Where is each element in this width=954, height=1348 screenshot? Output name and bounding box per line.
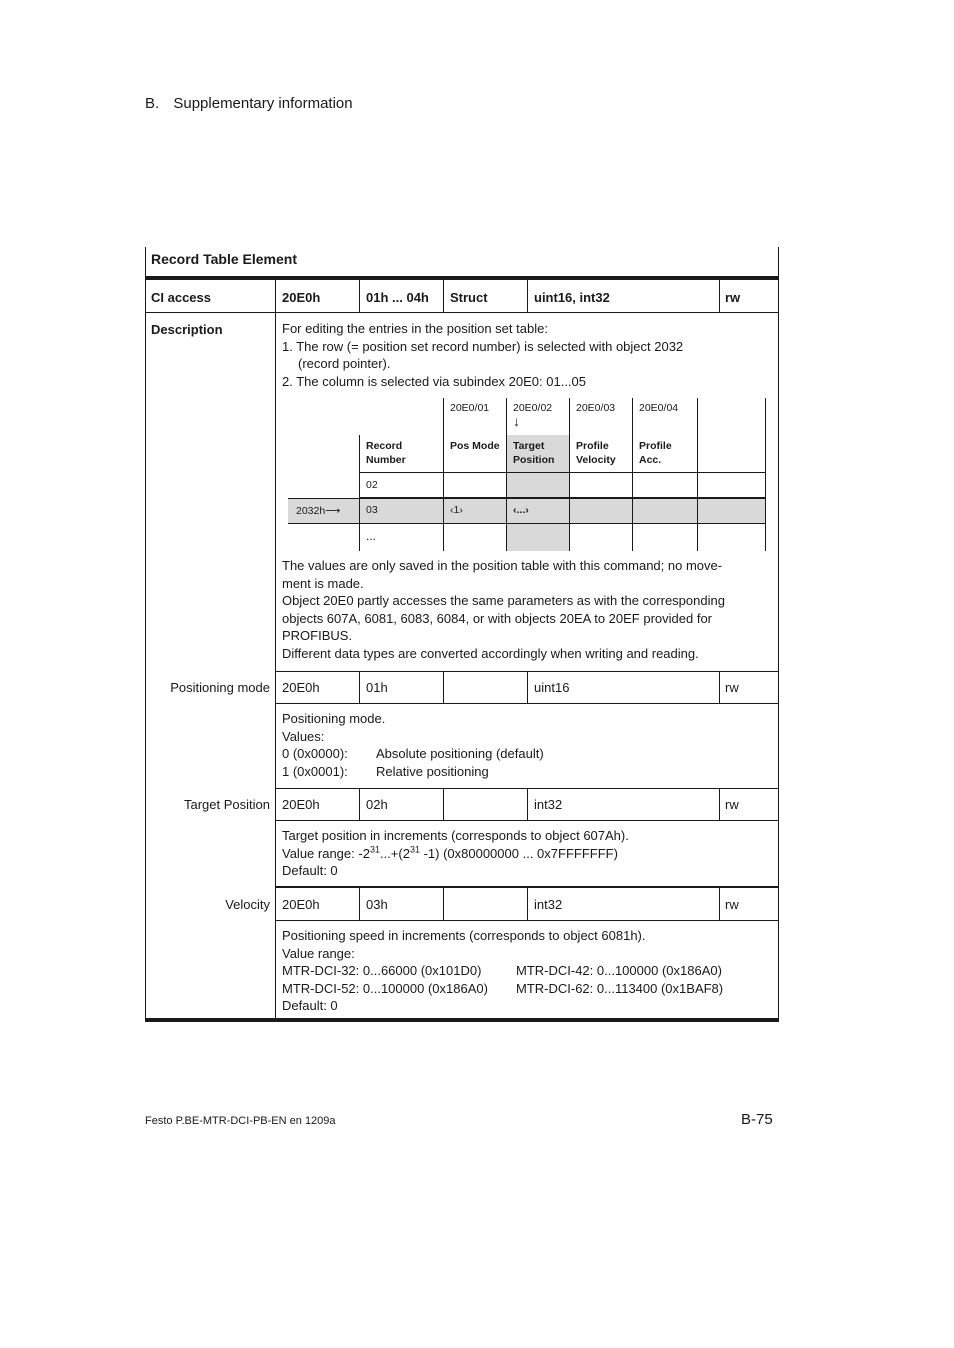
subindex-label-01: 20E0/01 bbox=[450, 402, 490, 414]
section-title: Supplementary information bbox=[173, 95, 353, 112]
positioning-mode-label: Positioning mode bbox=[170, 680, 270, 695]
velocity-index: 20E0h bbox=[282, 897, 320, 912]
velocity-access: rw bbox=[725, 897, 739, 912]
after-line-6: Different data types are converted accordingly when writing and reading. bbox=[282, 645, 699, 661]
section-header bbox=[145, 95, 353, 112]
pointer-2032h: 2032h⟶ bbox=[296, 505, 341, 517]
velocity-type: int32 bbox=[534, 897, 563, 912]
footer-document-id: Festo P.BE-MTR-DCI-PB-EN en 1209a bbox=[145, 1115, 336, 1127]
col-target-position-2: Position bbox=[513, 454, 555, 466]
page-number: B-75 bbox=[741, 1111, 773, 1128]
position-table-diagram bbox=[288, 398, 768, 552]
velocity-label: Velocity bbox=[225, 897, 270, 912]
description-label: Description bbox=[151, 322, 223, 337]
col-target-position-1: Target bbox=[513, 440, 545, 452]
subindex-label-04: 20E0/04 bbox=[639, 402, 679, 414]
description-line-4: 2. The column is selected via subindex 20E0: 01...05 bbox=[282, 373, 587, 389]
col-pos-mode: Pos Mode bbox=[450, 440, 500, 452]
ci-struct: Struct bbox=[450, 290, 488, 305]
description-line-1: For editing the entries in the position set table: bbox=[282, 321, 548, 336]
target-position-subindex: 02h bbox=[366, 797, 388, 812]
after-line-4: objects 607A, 6081, 6083, 6084, or with objects 20EA to 20EF provided for bbox=[282, 610, 713, 626]
col-record-number-2: Number bbox=[366, 454, 406, 466]
positioning-mode-value-1-code: 0 (0x0000): bbox=[282, 746, 348, 761]
after-line-3: Object 20E0 partly accesses the same parameters as with the corresponding bbox=[282, 593, 725, 608]
positioning-mode-subindex: 01h bbox=[366, 680, 388, 695]
positioning-mode-value-1-text: Absolute positioning (default) bbox=[376, 746, 544, 761]
table-title: Record Table Element bbox=[151, 251, 298, 267]
row-record-more: ... bbox=[366, 529, 377, 543]
positioning-mode-desc-1: Positioning mode. bbox=[282, 711, 386, 726]
target-position-access: rw bbox=[725, 797, 739, 812]
positioning-mode-index: 20E0h bbox=[282, 680, 320, 695]
target-position-label: Target Position bbox=[184, 797, 270, 812]
velocity-default: Default: 0 bbox=[282, 998, 338, 1013]
velocity-desc-1: Positioning speed in increments (corresponds to object 6081h). bbox=[282, 928, 646, 943]
record-table bbox=[145, 247, 779, 1022]
col-profile-velocity-2: Velocity bbox=[576, 454, 616, 466]
row-record-02: 02 bbox=[366, 479, 378, 491]
after-line-2: ment is made. bbox=[282, 575, 364, 591]
col-profile-acc-2: Acc. bbox=[639, 454, 662, 466]
target-position-default: Default: 0 bbox=[282, 863, 338, 878]
target-position-desc-1: Target position in increments (corresponds to object 607Ah). bbox=[282, 828, 629, 843]
positioning-mode-access: rw bbox=[725, 680, 739, 695]
ci-index: 20E0h bbox=[282, 290, 321, 305]
velocity-range-2b: MTR-DCI-62: 0...113400 (0x1BAF8) bbox=[516, 980, 724, 996]
positioning-mode-type: uint16 bbox=[534, 680, 570, 695]
positioning-mode-value-2-text: Relative positioning bbox=[376, 763, 489, 779]
col-profile-velocity-1: Profile bbox=[576, 440, 609, 452]
pos-mode-value: ‹1› bbox=[450, 504, 463, 516]
ci-access: rw bbox=[725, 290, 741, 305]
section-number: B. bbox=[145, 95, 160, 112]
velocity-range-1a: MTR-DCI-32: 0...66000 (0x101D0) bbox=[282, 963, 482, 978]
after-line-1: The values are only saved in the position table with this command; no move- bbox=[282, 558, 723, 573]
target-position-index: 20E0h bbox=[282, 797, 320, 812]
ci-access-label: CI access bbox=[151, 290, 211, 305]
after-line-5: PROFIBUS. bbox=[282, 628, 353, 643]
target-position-range: Value range: $-2^{31}...+(2^{31}$ -1) (0x80000000 ... 0x7FFFFFFF) bbox=[282, 844, 618, 861]
subindex-label-03: 20E0/03 bbox=[576, 402, 616, 414]
col-record-number-1: Record bbox=[366, 440, 403, 452]
velocity-range-1b: MTR-DCI-42: 0...100000 (0x186A0) bbox=[516, 963, 722, 978]
positioning-mode-value-2-code: 1 (0x0001): bbox=[282, 763, 348, 779]
description-line-3: (record pointer). bbox=[298, 356, 391, 371]
ci-type: uint16, int32 bbox=[534, 290, 610, 305]
arrow-down-icon: ↓ bbox=[513, 413, 520, 429]
row-record-03: 03 bbox=[366, 504, 378, 516]
positioning-mode-desc-2: Values: bbox=[282, 728, 325, 744]
description-line-2: 1. The row (= position set record number) is selected with object 2032 bbox=[282, 338, 684, 354]
col-profile-acc-1: Profile bbox=[639, 440, 672, 452]
velocity-subindex: 03h bbox=[366, 897, 388, 912]
subindex-label-02: 20E0/02 bbox=[513, 402, 553, 414]
velocity-range-2a: MTR-DCI-52: 0...100000 (0x186A0) bbox=[282, 980, 488, 996]
ci-subindex: 01h ... 04h bbox=[366, 290, 429, 305]
target-position-type: int32 bbox=[534, 797, 563, 812]
target-position-value: ‹...› bbox=[513, 504, 529, 516]
velocity-desc-2: Value range: bbox=[282, 945, 355, 961]
